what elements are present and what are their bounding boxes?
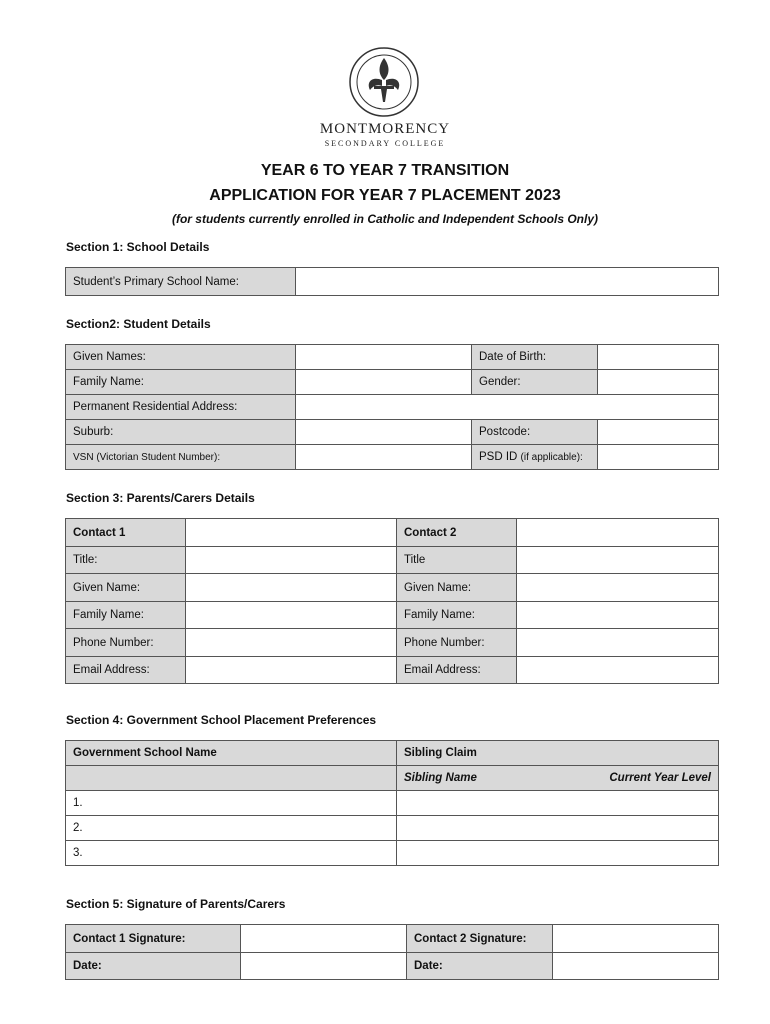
preference-row-3[interactable]: 3. xyxy=(66,841,397,866)
suburb-label: Suburb: xyxy=(66,420,296,445)
contact2-given-field[interactable] xyxy=(517,574,719,602)
contact2-date-field[interactable] xyxy=(553,953,719,980)
address-label: Permanent Residential Address: xyxy=(66,395,296,420)
contact2-family-field[interactable] xyxy=(517,602,719,629)
preference-row-2[interactable]: 2. xyxy=(66,816,397,841)
contact2-header: Contact 2 xyxy=(397,519,517,547)
gender-label: Gender: xyxy=(472,370,598,395)
sibling-row-3[interactable] xyxy=(397,841,719,866)
dob-field[interactable] xyxy=(598,345,719,370)
contact1-given-field[interactable] xyxy=(186,574,397,602)
contact2-phone-label: Phone Number: xyxy=(397,629,517,657)
student-details-table xyxy=(65,344,719,470)
preference-row-1[interactable]: 1. xyxy=(66,791,397,816)
postcode-label: Postcode: xyxy=(472,420,598,445)
contact1-email-label: Email Address: xyxy=(66,657,186,684)
contact1-header: Contact 1 xyxy=(66,519,186,547)
contact1-title-field[interactable] xyxy=(186,547,397,574)
contact2-date-label: Date: xyxy=(407,953,553,980)
title-line-1: YEAR 6 TO YEAR 7 TRANSITION xyxy=(260,162,510,179)
contact2-email-field[interactable] xyxy=(517,657,719,684)
contact2-title-label: Title xyxy=(397,547,517,574)
section4-heading: Section 4: Government School Placement Preferences xyxy=(66,713,377,727)
contact2-title-field[interactable] xyxy=(517,547,719,574)
dob-label: Date of Birth: xyxy=(472,345,598,370)
school-name: MONTMORENCY xyxy=(319,121,451,137)
contact1-family-field[interactable] xyxy=(186,602,397,629)
vsn-field[interactable] xyxy=(296,445,472,470)
sibling-subheader xyxy=(397,766,719,791)
postcode-field[interactable] xyxy=(598,420,719,445)
contact1-date-field[interactable] xyxy=(241,953,407,980)
school-name-subheader xyxy=(66,766,397,791)
psd-field[interactable] xyxy=(598,445,719,470)
school-name-header: Government School Name xyxy=(66,741,397,766)
placement-preferences-table xyxy=(65,740,719,866)
contact1-title-label: Title: xyxy=(66,547,186,574)
contact2-phone-field[interactable] xyxy=(517,629,719,657)
contact2-signature-label: Contact 2 Signature: xyxy=(407,925,553,953)
family-name-label: Family Name: xyxy=(66,370,296,395)
family-name-field[interactable] xyxy=(296,370,472,395)
primary-school-field[interactable] xyxy=(296,268,719,296)
contact2-header-field[interactable] xyxy=(517,519,719,547)
contact2-given-label: Given Name: xyxy=(397,574,517,602)
contact1-email-field[interactable] xyxy=(186,657,397,684)
title-line-3: (for students currently enrolled in Catholic and Independent Schools Only) xyxy=(171,212,599,226)
current-year-level-header: Current Year Level xyxy=(609,772,711,784)
suburb-field[interactable] xyxy=(296,420,472,445)
contact1-family-label: Family Name: xyxy=(66,602,186,629)
title-line-2: APPLICATION FOR YEAR 7 PLACEMENT 2023 xyxy=(209,187,561,204)
section1-heading: Section 1: School Details xyxy=(66,240,210,254)
contact1-signature-field[interactable] xyxy=(241,925,407,953)
contact2-signature-field[interactable] xyxy=(553,925,719,953)
contact1-header-field[interactable] xyxy=(186,519,397,547)
psd-note: (if applicable): xyxy=(520,452,583,463)
vsn-label: VSN (Victorian Student Number): xyxy=(66,445,296,470)
psd-label xyxy=(472,445,598,470)
section5-heading: Section 5: Signature of Parents/Carers xyxy=(66,897,286,911)
address-field[interactable] xyxy=(296,395,719,420)
school-details-table xyxy=(65,267,719,296)
sibling-row-2[interactable] xyxy=(397,816,719,841)
contact2-email-label: Email Address: xyxy=(397,657,517,684)
contact1-phone-field[interactable] xyxy=(186,629,397,657)
contact2-family-label: Family Name: xyxy=(397,602,517,629)
sibling-claim-header: Sibling Claim xyxy=(397,741,719,766)
primary-school-label: Student’s Primary School Name: xyxy=(66,268,296,296)
given-names-label: Given Names: xyxy=(66,345,296,370)
psd-label-text: PSD ID xyxy=(479,451,518,463)
school-subtitle: SECONDARY COLLEGE xyxy=(324,139,446,148)
signature-table xyxy=(65,924,719,980)
contact1-date-label: Date: xyxy=(66,953,241,980)
section3-heading: Section 3: Parents/Carers Details xyxy=(66,491,255,505)
section2-heading: Section2: Student Details xyxy=(66,317,211,331)
sibling-name-header: Sibling Name xyxy=(404,772,477,784)
gender-field[interactable] xyxy=(598,370,719,395)
contact1-phone-label: Phone Number: xyxy=(66,629,186,657)
parents-details-table xyxy=(65,518,719,684)
contact1-given-label: Given Name: xyxy=(66,574,186,602)
given-names-field[interactable] xyxy=(296,345,472,370)
school-logo xyxy=(348,46,420,118)
contact1-signature-label: Contact 1 Signature: xyxy=(66,925,241,953)
sibling-row-1[interactable] xyxy=(397,791,719,816)
